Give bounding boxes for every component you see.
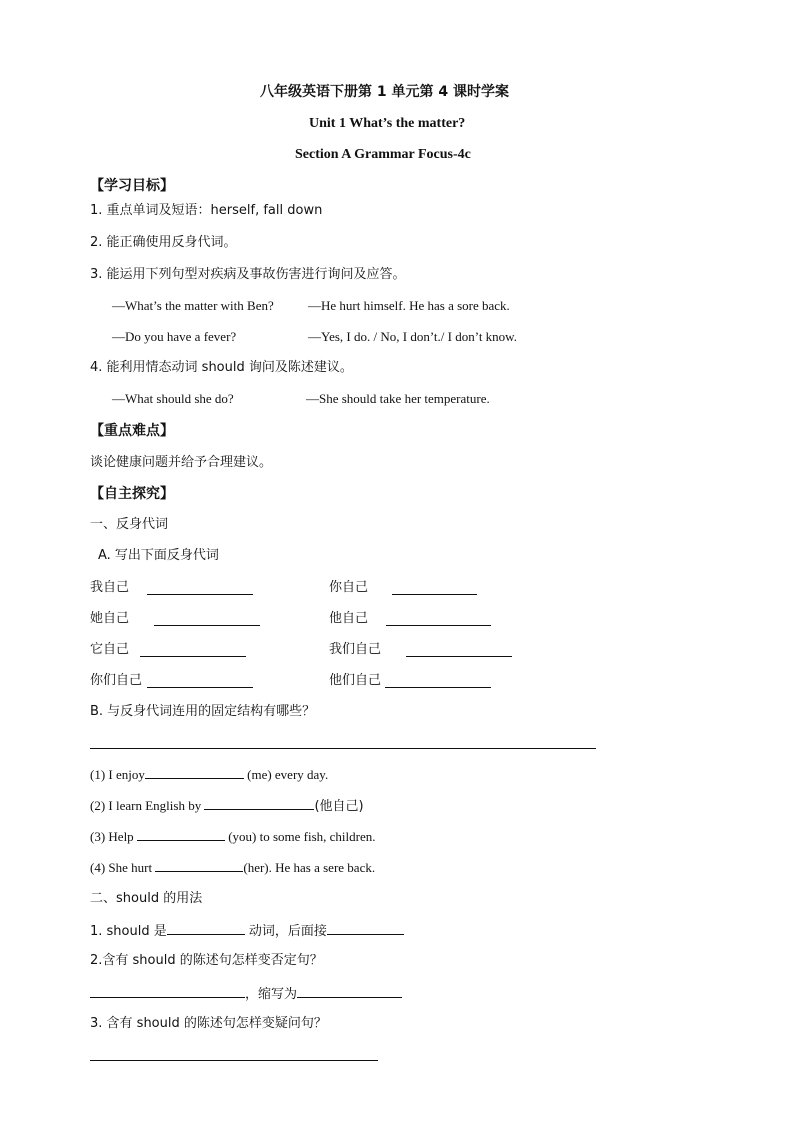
exercise-item (90, 796, 364, 816)
question-3: 3. 含有 should 的陈述句怎样变疑问句？ (90, 1016, 327, 1031)
exercise-item (90, 765, 328, 784)
focus-heading: 【重点难点】 (90, 423, 174, 439)
part-b-title: B. 与反身代词连用的固定结构有哪些？ (90, 704, 316, 719)
pronoun-prompt: 你们自己 (90, 673, 143, 688)
answer-line[interactable] (90, 748, 596, 749)
answer-blank[interactable] (155, 858, 243, 872)
question-text: 动词，后面接 (244, 924, 327, 939)
exercise-text: (her). He has a sere back. (243, 860, 376, 875)
exercise-text: (他自己) (314, 799, 364, 814)
part-one-title: 一、反身代词 (90, 517, 169, 532)
exercise-item (90, 827, 376, 846)
section-title: Section A Grammar Focus-4c (295, 147, 471, 162)
part-a-title: A. 写出下面反身代词 (98, 548, 219, 563)
answer-blank[interactable] (147, 594, 253, 595)
goal-item-3: 3. 能运用下列句型对疾病及事故伤害进行询问及应答。 (90, 267, 406, 282)
answer-blank[interactable] (327, 921, 404, 935)
focus-text: 谈论健康问题并给予合理建议。 (90, 455, 273, 470)
dialog-question: —Do you have a fever? (112, 329, 237, 344)
answer-blank[interactable] (204, 796, 314, 810)
dialog-answer: —She should take her temperature. (306, 391, 490, 406)
pronoun-prompt: 她自己 (90, 611, 130, 626)
dialog-question: —What should she do? (112, 391, 234, 406)
answer-blank[interactable] (154, 625, 260, 626)
goal-item-1: 1. 重点单词及短语：herself, fall down (90, 203, 323, 218)
answer-blank[interactable] (297, 984, 402, 998)
dialog-answer: —He hurt himself. He has a sore back. (308, 298, 510, 313)
question-text: 1. should 是 (90, 924, 167, 939)
question-1 (90, 921, 404, 941)
exercise-text: (4) She hurt (90, 860, 156, 875)
answer-blank[interactable] (392, 594, 477, 595)
answer-blank[interactable] (147, 687, 253, 688)
pronoun-prompt: 它自己 (90, 642, 130, 657)
question-2-answer (90, 984, 402, 1004)
goal-item-4: 4. 能利用情态动词 should 询问及陈述建议。 (90, 360, 353, 375)
exercise-text: (3) Help (90, 829, 137, 844)
pronoun-prompt: 他自己 (329, 611, 369, 626)
part-two-title: 二、should 的用法 (90, 891, 203, 906)
unit-title: Unit 1 What’s the matter? (309, 116, 466, 131)
answer-blank[interactable] (167, 921, 245, 935)
answer-blank[interactable] (406, 656, 512, 657)
answer-blank[interactable] (386, 625, 491, 626)
pronoun-prompt: 你自己 (329, 580, 369, 595)
exercise-item (90, 858, 375, 877)
answer-blank[interactable] (385, 687, 491, 688)
pronoun-prompt: 他们自己 (329, 673, 382, 688)
pronoun-prompt: 我自己 (90, 580, 130, 595)
exercise-text: (1) I enjoy (90, 767, 145, 782)
exercise-text: (2) I learn English by (90, 798, 205, 813)
answer-blank[interactable] (145, 765, 244, 779)
dialog-answer: —Yes, I do. / No, I don’t./ I don’t know. (308, 329, 517, 344)
exercise-text: (you) to some fish, children. (224, 829, 376, 844)
exercise-text: (me) every day. (243, 767, 329, 782)
explore-heading: 【自主探究】 (90, 486, 174, 502)
dialog-question: —What’s the matter with Ben? (112, 298, 274, 313)
goal-item-2: 2. 能正确使用反身代词。 (90, 235, 237, 250)
answer-blank[interactable] (140, 656, 246, 657)
pronoun-prompt: 我们自己 (329, 642, 382, 657)
goals-heading: 【学习目标】 (90, 178, 174, 194)
answer-blank[interactable] (90, 984, 245, 998)
question-2: 2.含有 should 的陈述句怎样变否定句？ (90, 953, 323, 968)
question-text: ，缩写为 (245, 987, 298, 1002)
answer-line[interactable] (90, 1060, 378, 1061)
page-title: 八年级英语下册第 1 单元第 4 课时学案 (260, 84, 509, 100)
answer-blank[interactable] (137, 827, 225, 841)
